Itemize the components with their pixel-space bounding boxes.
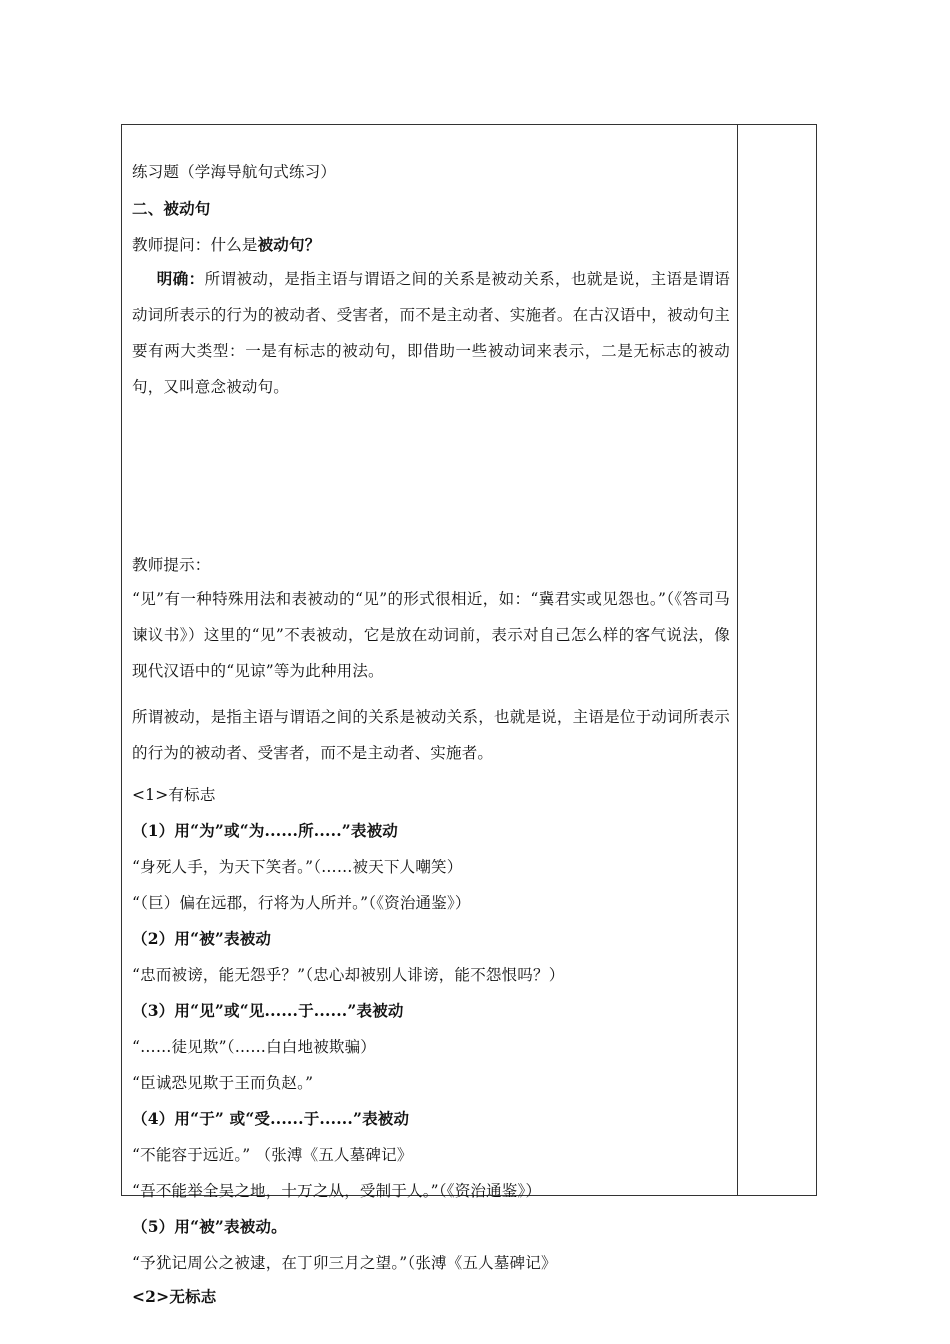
rule-3: （3）用“见”或“见......于......”表被动 <box>132 1001 404 1020</box>
unmarked-heading: <2>无标志 <box>132 1287 217 1306</box>
example-5: “予犹记周公之被逮，在丁卯三月之望。”（张溥《五人墓碑记》 <box>132 1254 557 1272</box>
hint-paragraph: “见”有一种特殊用法和表被动的“见”的形式很相近，如：“冀君实或见怨也。”（《答司马谏议书》）这里的“见”不表被动，它是放在动词前，表示对自己怎么样的客气说法，像现代汉语中的“见谅”等为此种用法。 <box>132 590 730 680</box>
example-2: “忠而被谤，能无怨乎？”（忠心却被别人诽谤，能不怨恨吗？） <box>132 966 565 984</box>
rule-2: （2）用“被”表被动 <box>132 929 272 948</box>
rule-5: （5）用“被”表被动。 <box>132 1217 287 1236</box>
example-3b: “臣诚恐见欺于王而负赵。” <box>132 1074 314 1092</box>
example-4b: “吾不能举全吴之地，十万之从，受制于人。”（《资治通鉴》） <box>132 1182 542 1200</box>
column-divider <box>737 125 738 1195</box>
example-1b: “（巨）偏在远郡，行将为人所并。”（《资治通鉴》） <box>132 894 471 912</box>
teacher-hint-label: 教师提示： <box>132 556 211 574</box>
question-term: 被动句？ <box>257 235 321 254</box>
section-title: 二、被动句 <box>132 199 211 218</box>
rule-1: （1）用“为”或“为......所.....”表被动 <box>132 821 399 840</box>
teacher-question <box>132 235 320 255</box>
exercise-heading: 练习题（学海导航句式练习） <box>132 163 337 181</box>
example-1a: “身死人手，为天下笑者。”（……被天下人嘲笑） <box>132 858 463 876</box>
definition-label: 明确： <box>156 269 205 288</box>
lesson-table <box>121 124 817 1306</box>
example-3a: “……徒见欺”（……白白地被欺骗） <box>132 1038 376 1056</box>
marked-heading: <1>有标志 <box>132 786 216 804</box>
example-4a: “不能容于远近。” （张溥《五人墓碑记》 <box>132 1146 413 1164</box>
definition-paragraph <box>132 261 730 405</box>
definition-text: 所谓被动，是指主语与谓语之间的关系是被动关系，也就是说，主语是谓语动词所表示的行为的被动者、受害者，而不是主动者、实施者。在古汉语中，被动句主要有两大类型：一是有标志的被动句，即借助一些被动词来表示，二是无标志的被动句，又叫意念被动句。 <box>132 270 730 396</box>
passive-definition-paragraph: 所谓被动，是指主语与谓语之间的关系是被动关系，也就是说，主语是位于动词所表示的行为的被动者、受害者，而不是主动者、实施者。 <box>132 708 730 762</box>
question-text: 教师提问：什么是 <box>132 236 258 254</box>
rule-4: （4）用“于” 或“受......于......”表被动 <box>132 1109 410 1128</box>
